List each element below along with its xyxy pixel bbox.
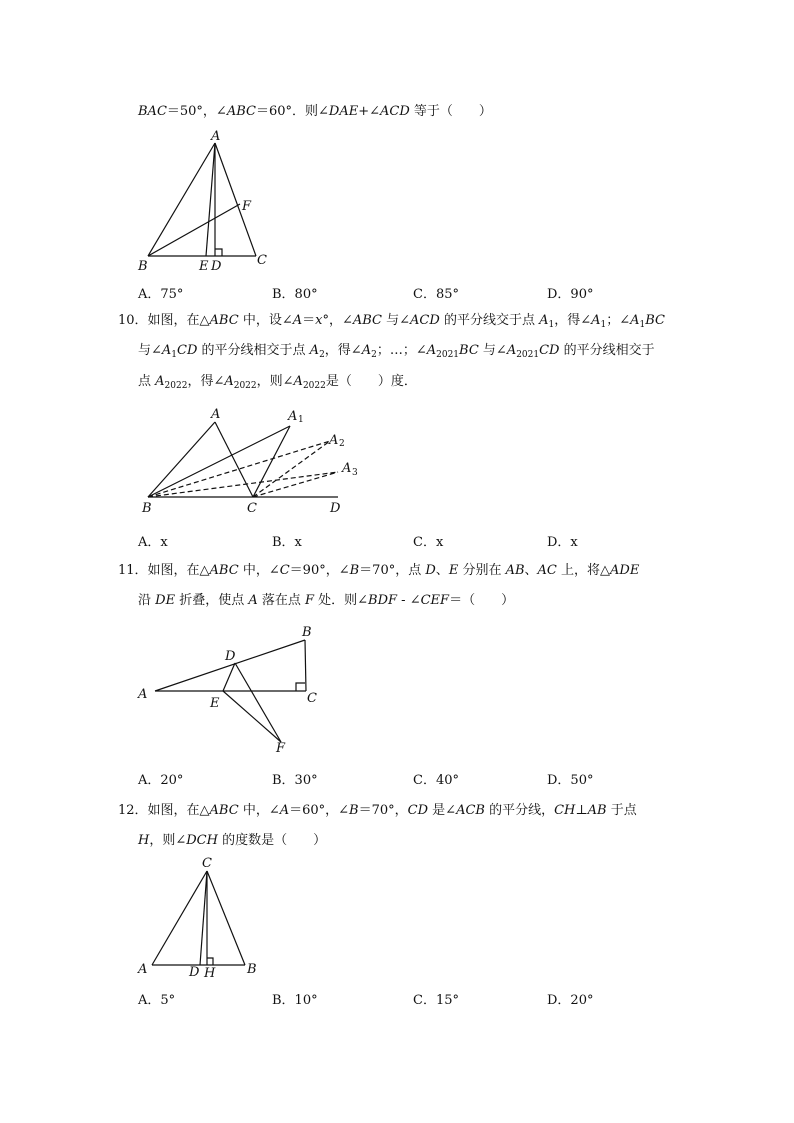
- q9-label-b: B: [138, 259, 148, 274]
- q12-label-b: B: [247, 962, 257, 977]
- q12-label-c: C: [202, 856, 212, 871]
- q12-side-cb: [207, 871, 245, 965]
- q11-label-c: C: [307, 691, 317, 706]
- q12-side-ca: [152, 871, 207, 965]
- q10-label-a3-sub: 3: [352, 468, 358, 478]
- q9-option-d: D．90°: [547, 287, 594, 302]
- q9-label-e: E: [199, 259, 209, 274]
- q11-label-d: D: [225, 649, 236, 664]
- q10-option-d: D．x: [547, 535, 578, 550]
- q12-option-a: A．5°: [138, 993, 176, 1008]
- q12-label-h: H: [204, 966, 216, 981]
- q12-stem-line1: 12．如图，在△ABC 中，∠A＝60°，∠B＝70°，CD 是∠ACB 的平分线，CH⊥AB 于点: [118, 803, 637, 818]
- q9-stem-tail: BAC＝50°，∠ABC＝60°．则∠DAE+∠ACD 等于（ ）: [138, 104, 492, 119]
- q11-stem-line2: 沿 DE 折叠，使点 A 落在点 F 处．则∠BDF - ∠CEF＝（ ）: [138, 593, 515, 608]
- q10-label-c: C: [247, 501, 257, 516]
- q11-stem-line1: 11．如图，在△ABC 中，∠C＝90°，∠B＝70°，点 D、E 分别在 AB、AC 上，将△ADE: [118, 563, 640, 578]
- q9-label-c: C: [257, 253, 267, 268]
- q10-stem-line2: 与$\angle A_1CD$ 的平分线相交于点 $A_2$，得$\angle A_2$；…；$\angle A_{2021}BC$ 与$\angle A_{2021}CD$ 的平分线相交于: [138, 343, 655, 360]
- q10-option-a: A．x: [138, 535, 168, 550]
- q9-label-f: F: [242, 199, 252, 214]
- q9-option-a: A．75°: [138, 287, 184, 302]
- q11-option-d: D．50°: [547, 773, 594, 788]
- q10-stem-line1: 10．如图，在△ABC 中，设∠A＝x°，∠ABC 与∠ACD 的平分线交于点 $A_1$，得$\angle A_1$；$\angle A_1BC$: [118, 313, 666, 330]
- q11-label-a: A: [138, 687, 148, 702]
- q10-stem-line3: 点 $A_{2022}$，得$\angle A_{2022}$，则$\angle A_{2022}$是（ ）度．: [138, 374, 417, 391]
- q9-label-d: D: [211, 259, 222, 274]
- q11-label-b: B: [302, 625, 312, 640]
- q10-label-d: D: [330, 501, 341, 516]
- q12-option-d: D．20°: [547, 993, 594, 1008]
- q10-label-b: B: [142, 501, 152, 516]
- q10-label-a2: A: [329, 433, 339, 448]
- q12-option-c: C．15°: [413, 993, 459, 1008]
- q11-label-e: E: [210, 696, 220, 711]
- q12-label-d: D: [189, 965, 200, 980]
- q10-label-a: A: [211, 407, 221, 422]
- q9-label-a: A: [211, 129, 221, 144]
- q12-bisector-cd: [200, 871, 207, 965]
- q11-option-a: A．20°: [138, 773, 184, 788]
- q11-label-f: F: [276, 741, 286, 756]
- q10-option-c: C．x: [413, 535, 444, 550]
- q10-option-b: B．x: [272, 535, 302, 550]
- q9-option-b: B．80°: [272, 287, 318, 302]
- q11-option-b: B．30°: [272, 773, 318, 788]
- q9-option-c: C．85°: [413, 287, 459, 302]
- q10-label-a1-sub: 1: [298, 415, 304, 425]
- q12-label-a: A: [138, 962, 148, 977]
- q10-label-a2-sub: 2: [339, 439, 345, 449]
- q10-label-a1: A: [288, 409, 298, 424]
- q12-right-angle-mark: [207, 958, 213, 965]
- q11-option-c: C．40°: [413, 773, 459, 788]
- q10-label-a3: A: [342, 461, 352, 476]
- q12-option-b: B．10°: [272, 993, 318, 1008]
- q12-stem-line2: H，则∠DCH 的度数是（ ）: [138, 833, 327, 848]
